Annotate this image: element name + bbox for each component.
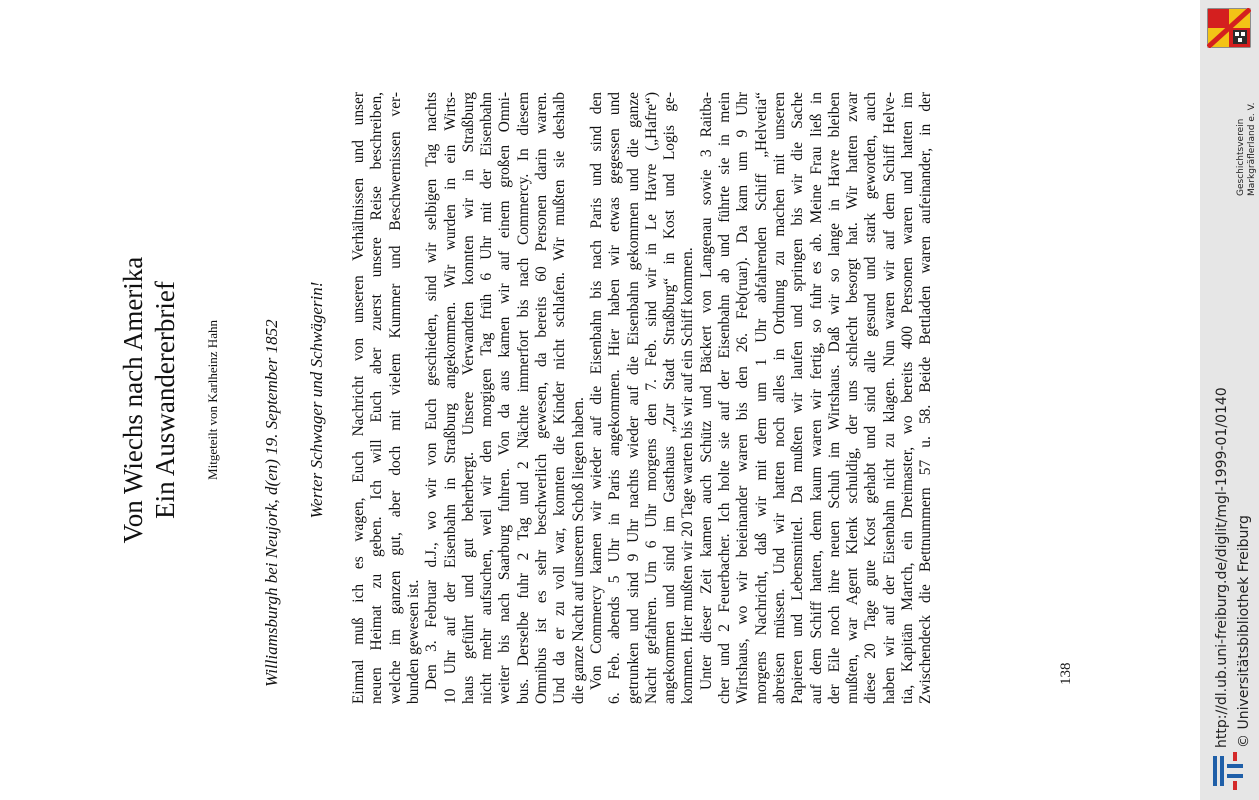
body-text-line: Omnibus ist es sehr beschwerlich gewesen, da bereits 60 Personen darin waren. [533,92,550,704]
body-text-line: Von Commercy kamen wir wieder auf die Eisenbahn bis nach Paris und sind den [587,92,605,690]
body-text-line: Zwischendeck die Bettnummern 57 u. 58. Beide Bettladen waren aufeinander, in der [917,92,935,704]
article-title: Von Wiechs nach Amerika [118,256,148,544]
body-text-line: bus. Derselbe fuhr 2 Tag und 2 Nächte immerfort bis nach Commercy. In diesem [514,92,532,704]
article-subtitle: Ein Auswandererbrief [150,281,180,519]
body-text-line: Papieren und Lebensmittel. Da mußten wir laufen und springen bis wir die Sache [789,92,807,704]
body-text-line: nicht mehr aufsuchen, weil wir den morgigen Tag früh 6 Uhr mit der Eisenbahn [478,92,496,704]
body-text-line: morgens Nachricht, daß wir mit dem um 1 Uhr abfahrenden Schiff „Helvetia“ [752,92,770,704]
body-text-line: weiter bis nach Saarburg fuhren. Von da aus kamen wir auf einem großen Omni- [496,92,514,704]
author-line: Mitgeteilt von Karlheinz Hahn [205,320,220,480]
body-text-line: Den 3. Februar d.J., wo wir von Euch geschieden, sind wir selbigen Tag nachts [423,92,441,690]
society-name-line2: Markgräflerland e. V. [1247,102,1257,196]
page-number: 138 [1058,662,1074,685]
society-name-line1: Geschichtsverein [1236,118,1246,196]
body-text-line: 10 Uhr auf der Eisenbahn in Straßburg angekommen. Wir wurden in ein Wirts- [441,92,459,704]
body-text-line: angekommen und sind im Gasthaus „Zur Stadt Straßburg“ in Kost und Logis ge- [661,92,679,704]
body-text-line: die ganze Nacht auf unserem Schoß liegen haben. [569,397,587,704]
body-text-line: der Eile noch ihre neuen Schuh im Wirtshaus. Daß wir so lange in Havre bleiben [825,92,843,704]
body-text-line: Einmal muß ich es wagen, Euch Nachricht von unseren Verhältnissen und unser [350,92,367,704]
permalink-url[interactable]: http://dl.ub.uni-freiburg.de/diglit/mgl-1999-01/0140 [1214,387,1230,748]
university-library-logo-icon [1211,750,1245,792]
body-text-line: auf dem Schiff hatten, denn kaum waren wir fertig, so fuhr es ab. Meine Frau ließ in [807,92,825,704]
body-text-line: cher und 2 Feuerbacher. Ich holte sie auf der Eisenbahn ab und führte sie in mein [716,92,733,704]
body-text-line: haus geführt und gut beherbergt. Unsere Verwandten konnten wir in Straßburg [459,92,477,704]
body-text-line: Wirtshaus, wo wir beieinander waren bis den 26. Feb(ruar). Da kam um 9 Uhr [734,92,752,704]
body-text-line: Und da er zu voll war, konnten die Kinder nicht schlafen. Wir mußten sie deshalb [551,92,569,704]
body-text-line: tia, Kapitän Martch, ein Dreimaster, wo bereits 400 Personen waren und hatten im [899,92,916,704]
body-text-line: neuen Heimat zu geben. Ich will Euch aber zuerst unsere Reise beschreiben, [368,92,386,704]
body-text-line: mußten, war Agent Klenk schuldig, der uns schlecht besorgt hat. Wir hatten zwar [844,92,862,704]
body-text-line: welche im ganzen gut, aber doch mit vielem Kummer und Beschwernissen ver- [386,92,404,704]
body-text-line: Nacht gefahren. Um 6 Uhr morgens den 7. Feb. sind wir in Le Havre („Hafre“) [642,92,660,704]
sidebar-rotated-text [1200,0,1259,800]
letter-salutation: Werter Schwager und Schwägerin! [307,281,326,519]
body-text-line: diese 20 Tage gute Kost gehabt und sind alle gesund und stark geworden, auch [862,92,880,704]
body-text-line: kommen. Hier mußten wir 20 Tage warten bis wir auf ein Schiff kommen. [679,247,697,704]
letter-dateline: Williamsburgh bei Neujork, d(en) 19. September 1852 [262,319,281,687]
body-text-line: 6. Feb. abends 5 Uhr in Paris angekommen. Hier haben wir etwas gegessen und [606,92,624,704]
society-crest-icon [1207,8,1251,48]
copyright-notice: © Universitätsbibliothek Freiburg [1236,515,1252,748]
body-text-line: bunden gewesen ist. [404,579,422,704]
body-text-line: Unter dieser Zeit kamen auch Schütz und Bäckert von Langenau sowie 3 Raitba- [697,92,715,690]
body-text-line: abreisen müssen. Und wir hatten noch alles in Ordnung zu machen mit unseren [770,92,788,704]
body-text-line: getrunken und sind 9 Uhr nachts wieder auf die Eisenbahn gekommen und die ganze [624,92,642,704]
body-text-line: haben wir auf der Eisenbahn nicht zu klagen. Nun waren wir auf dem Schiff Helve- [880,92,898,704]
viewer-sidebar [1200,0,1259,800]
